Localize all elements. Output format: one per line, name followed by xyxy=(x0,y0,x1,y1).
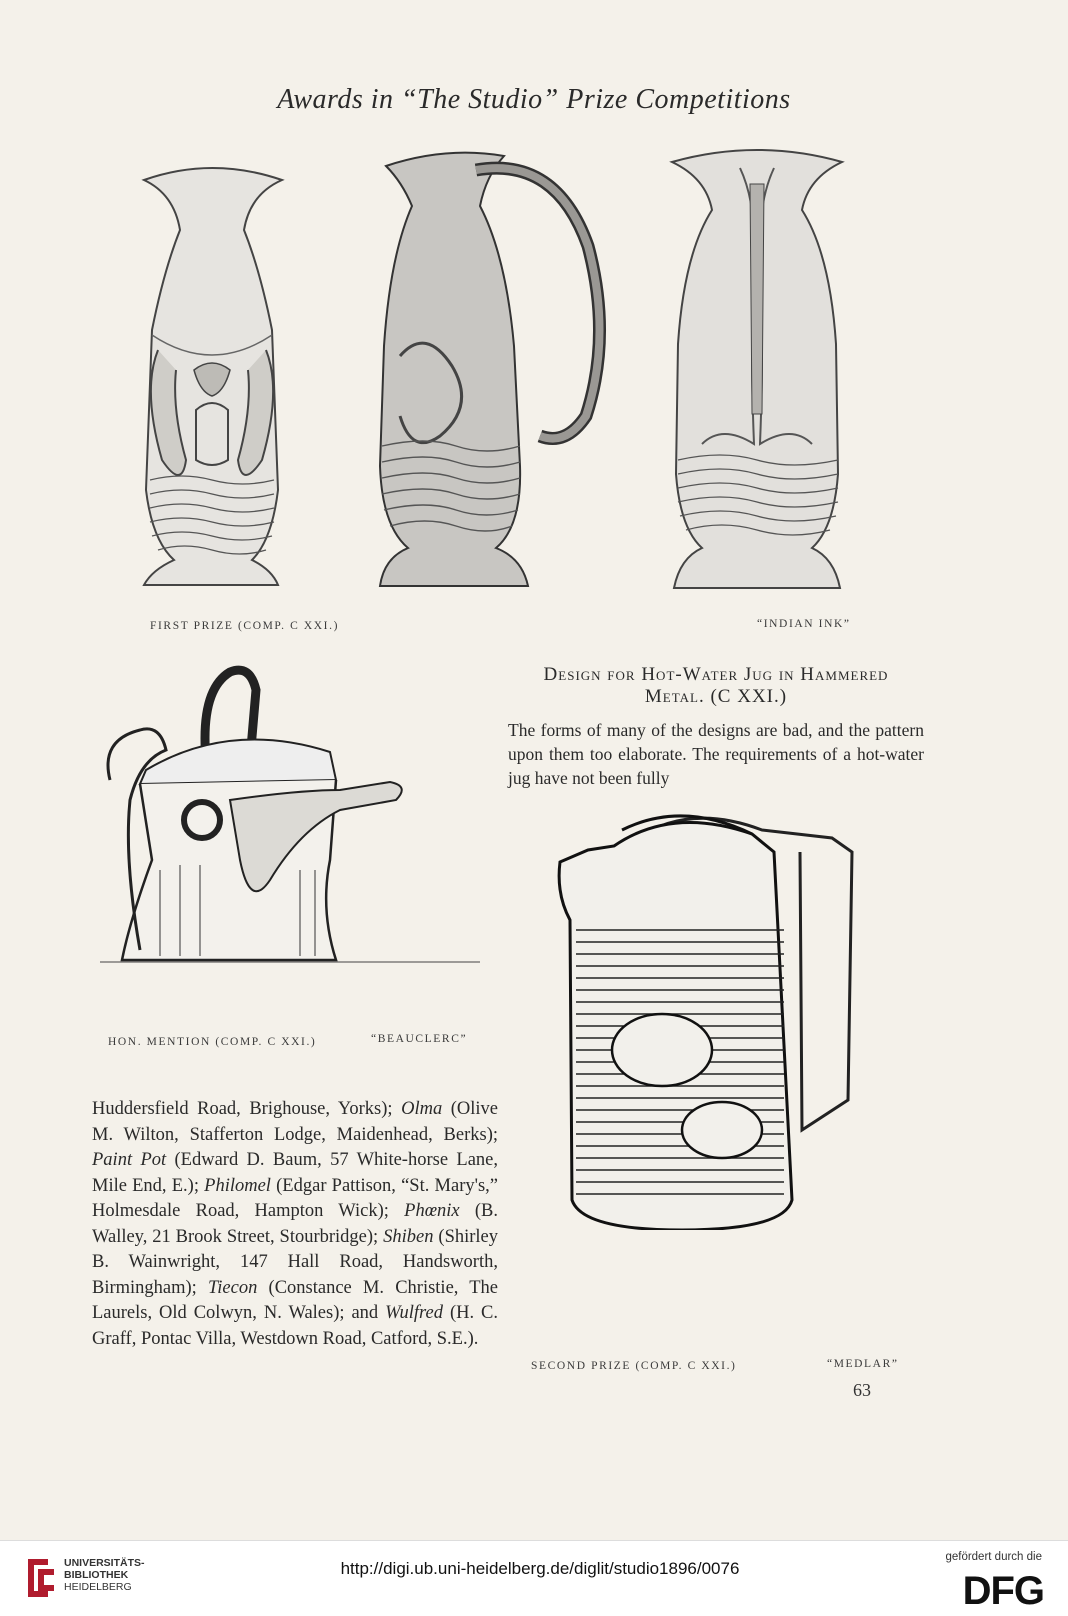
vase-illustration-jug-with-handle xyxy=(356,146,616,596)
footer-bar xyxy=(0,1540,1068,1616)
text-segment: (Shirley B. Wainwright, 147 Hall Road, Handsworth, Birmingham); xyxy=(92,1226,499,1298)
sponsor-label: gefördert durch die xyxy=(945,1551,1042,1563)
running-title: Awards in “The Studio” Prize Competitions xyxy=(277,84,791,115)
university-library-name xyxy=(64,1557,145,1593)
caption-indian-ink: “INDIAN INK” xyxy=(757,618,851,630)
pseudonym-tiecon: Tiecon xyxy=(208,1277,258,1298)
pseudonym-shiben: Shiben xyxy=(383,1226,434,1247)
caption-second-prize: SECOND PRIZE (COMP. C XXI.) xyxy=(531,1360,737,1372)
pseudonym-philomel: Philomel xyxy=(204,1175,271,1196)
text-segment: (Edgar Pattison, “St. Mary's,” Holmesdale Road, Hampton Wick); xyxy=(92,1175,498,1221)
library-line-1: UNIVERSITÄTS- xyxy=(64,1557,145,1569)
caption-medlar: “MEDLAR” xyxy=(827,1358,899,1370)
heading-line-1: Design for Hot-Water Jug in Hammered xyxy=(543,664,889,685)
caption-hon-mention: HON. MENTION (COMP. C XXI.) xyxy=(108,1036,317,1048)
library-line-3: HEIDELBERG xyxy=(64,1581,132,1593)
text-segment: (H. C. Graff, Pontac Villa, Westdown Road, Catford, S.E.). xyxy=(92,1303,498,1349)
vase-illustration-indian-ink xyxy=(662,144,852,592)
text-segment: (Constance M. Christie, The Laurels, Old Colwyn, N. Wales); and xyxy=(92,1277,499,1323)
paragraph-competitor-list xyxy=(92,1097,498,1352)
university-library-logo-icon xyxy=(22,1555,60,1601)
caption-beauclerc: “BEAUCLERC” xyxy=(371,1033,468,1045)
page-number: 63 xyxy=(853,1380,871,1400)
text-segment: (Olive M. Wilton, Stafferton Lodge, Maidenhead, Berks); xyxy=(92,1099,499,1145)
caption-first-prize: FIRST PRIZE (COMP. C XXI.) xyxy=(150,620,339,632)
kettle-illustration-beauclerc xyxy=(100,660,490,1000)
pseudonym-paint-pot: Paint Pot xyxy=(92,1150,167,1170)
jug-illustration-medlar xyxy=(552,800,882,1230)
pseudonym-olma: Olma xyxy=(401,1099,443,1119)
text-segment: (Edward D. Baum, 57 White-horse Lane, Mile End, E.); xyxy=(92,1150,498,1196)
library-line-2: BIBLIOTHEK xyxy=(64,1569,129,1581)
pseudonym-phoenix: Phœnix xyxy=(404,1201,460,1221)
digital-object-url-link[interactable]: http://digi.ub.uni-heidelberg.de/diglit/studio1896/0076 xyxy=(340,1559,740,1578)
section-heading xyxy=(508,664,924,708)
text-segment: Huddersfield Road, Brighouse, Yorks); xyxy=(92,1099,393,1119)
pseudonym-wulfred: Wulfred xyxy=(385,1303,443,1323)
text-segment: (B. Walley, 21 Brook Street, Stourbridge); xyxy=(92,1201,499,1247)
paragraph-right: The forms of many of the designs are bad, and the pattern upon them too elaborate. The requirements of a hot-water jug have not been fully xyxy=(508,720,924,788)
heading-line-2: Metal. (C XXI.) xyxy=(644,686,788,707)
vase-illustration-first-prize xyxy=(132,160,292,590)
dfg-logo: DFG xyxy=(962,1569,1044,1613)
